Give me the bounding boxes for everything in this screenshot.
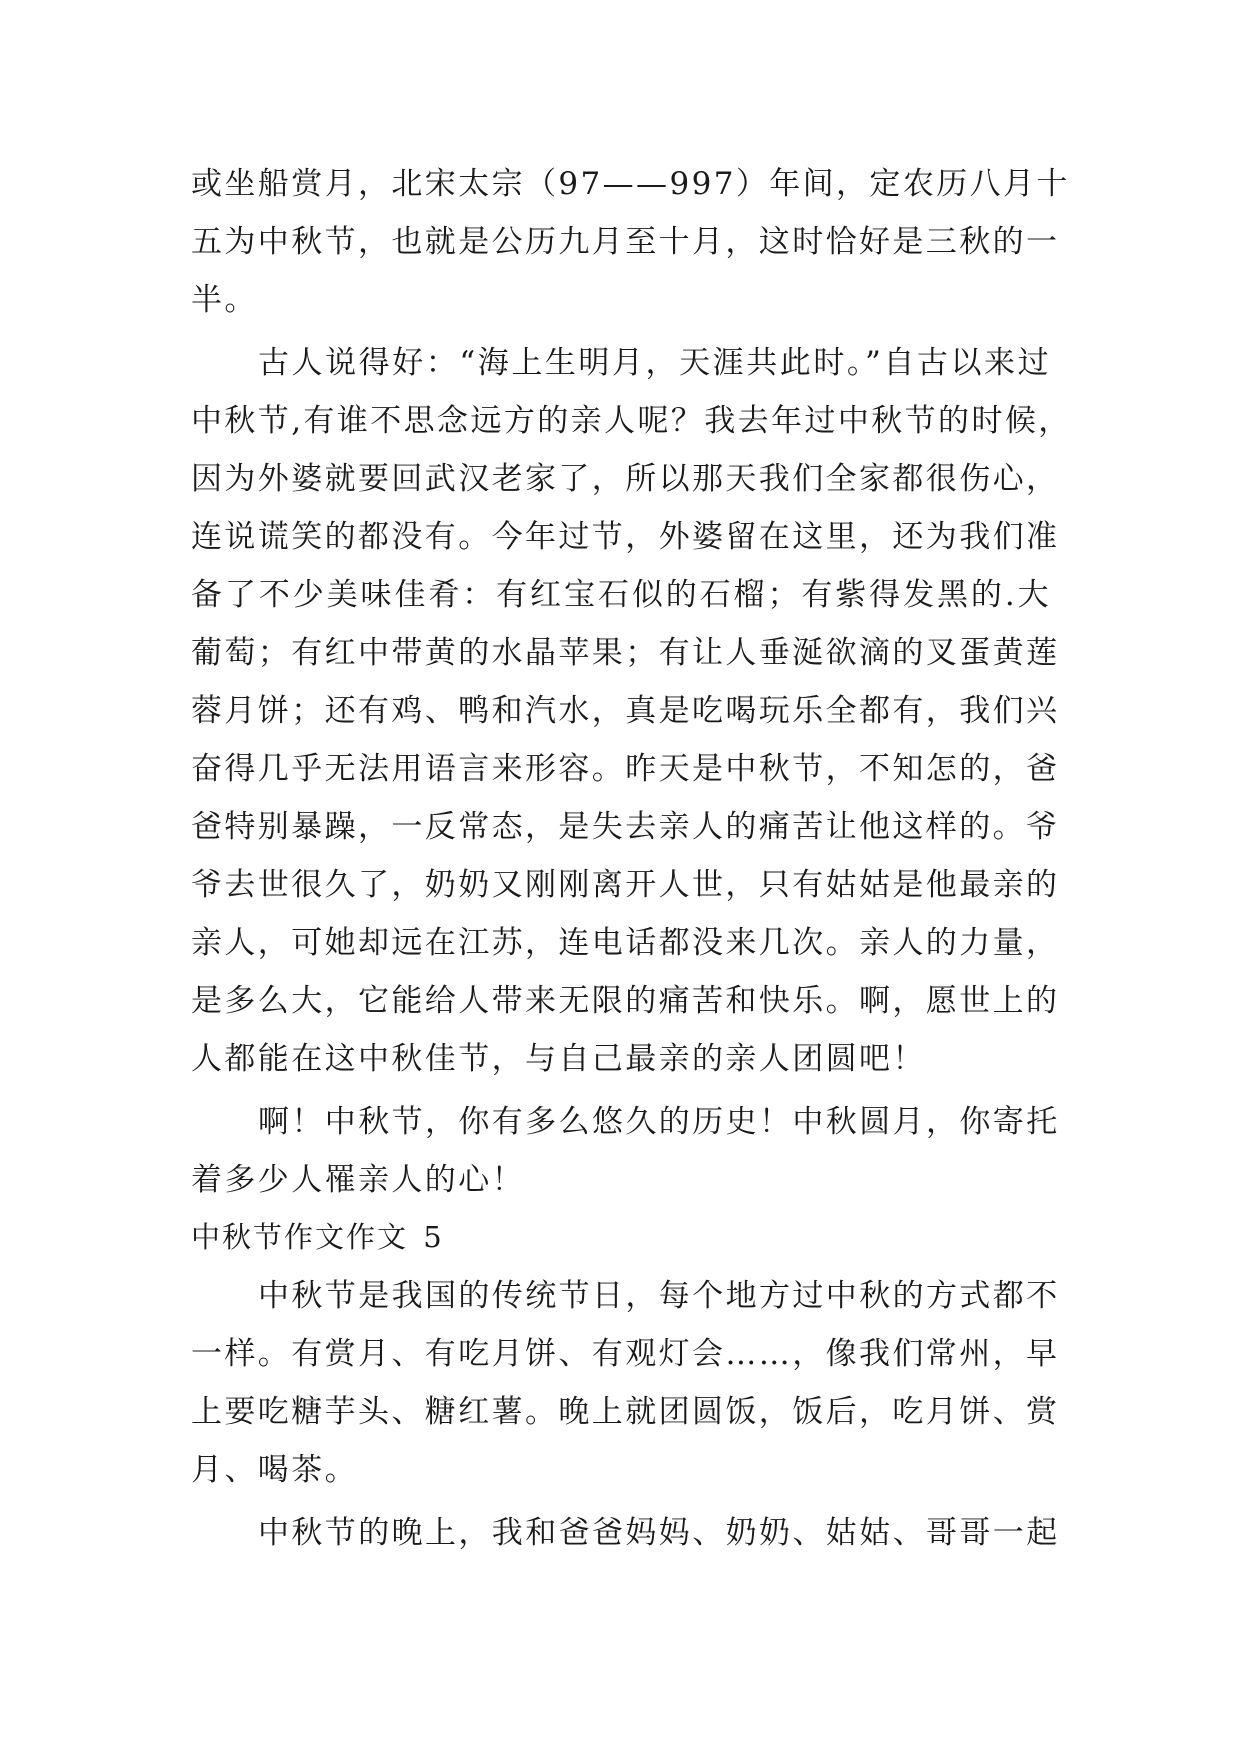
text-line: 着多少人罹亲人的心！ (191, 1162, 525, 1198)
text-line: 一样。有赏月、有吃月饼、有观灯会……，像我们常州，早 (191, 1336, 1060, 1372)
text-line: 或坐船赏月，北宋太宗（97——997）年间，定农历八月十 (191, 166, 1070, 202)
text-line: 五为中秋节，也就是公历九月至十月，这时恰好是三秋的一 (191, 224, 1060, 260)
text-line: 因为外婆就要回武汉老家了，所以那天我们全家都很伤心， (191, 461, 1060, 497)
text-line: 上要吃糖芋头、糖红薯。晚上就团圆饭，饭后，吃月饼、赏 (191, 1394, 1060, 1430)
text-line: 中秋节,有谁不思念远方的亲人呢？我去年过中秋节的时候， (191, 403, 1072, 439)
text-line: 亲人，可她却远在江苏，连电话都没来几次。亲人的力量， (191, 925, 1060, 961)
text-line: 爷去世很久了，奶奶又刚刚离开人世，只有姑姑是他最亲的 (191, 867, 1060, 903)
text-line: 人都能在这中秋佳节，与自己最亲的亲人团圆吧！ (191, 1041, 926, 1077)
text-line: 半。 (191, 282, 258, 318)
text-line: 爸特别暴躁，一反常态，是失去亲人的痛苦让他这样的。爷 (191, 809, 1060, 845)
text-line: 连说谎笑的都没有。今年过节，外婆留在这里，还为我们准 (191, 519, 1060, 555)
paragraph-start-line: 古人说得好：“海上生明月，天涯共此时。”自古以来过 (258, 345, 1051, 381)
text-line: 是多么大，它能给人带来无限的痛苦和快乐。啊，愿世上的 (191, 983, 1060, 1019)
text-line: 备了不少美味佳肴：有红宝石似的石榴；有紫得发黑的.大 (191, 577, 1051, 613)
paragraph-start-line: 中秋节的晚上，我和爸爸妈妈、奶奶、姑姑、哥哥一起 (258, 1515, 1060, 1551)
text-line: 奋得几乎无法用语言来形容。昨天是中秋节，不知怎的，爸 (191, 751, 1060, 787)
text-line: 葡萄；有红中带黄的水晶苹果；有让人垂涎欲滴的叉蛋黄莲 (191, 635, 1060, 671)
text-line: 月、喝茶。 (191, 1452, 358, 1488)
text-line: 蓉月饼；还有鸡、鸭和汽水，真是吃喝玩乐全都有，我们兴 (191, 693, 1060, 729)
section-heading: 中秋节作文作文 5 (191, 1220, 444, 1254)
paragraph-start-line: 啊！中秋节，你有多么悠久的历史！中秋圆月，你寄托 (258, 1104, 1060, 1140)
paragraph-start-line: 中秋节是我国的传统节日，每个地方过中秋的方式都不 (258, 1278, 1060, 1314)
